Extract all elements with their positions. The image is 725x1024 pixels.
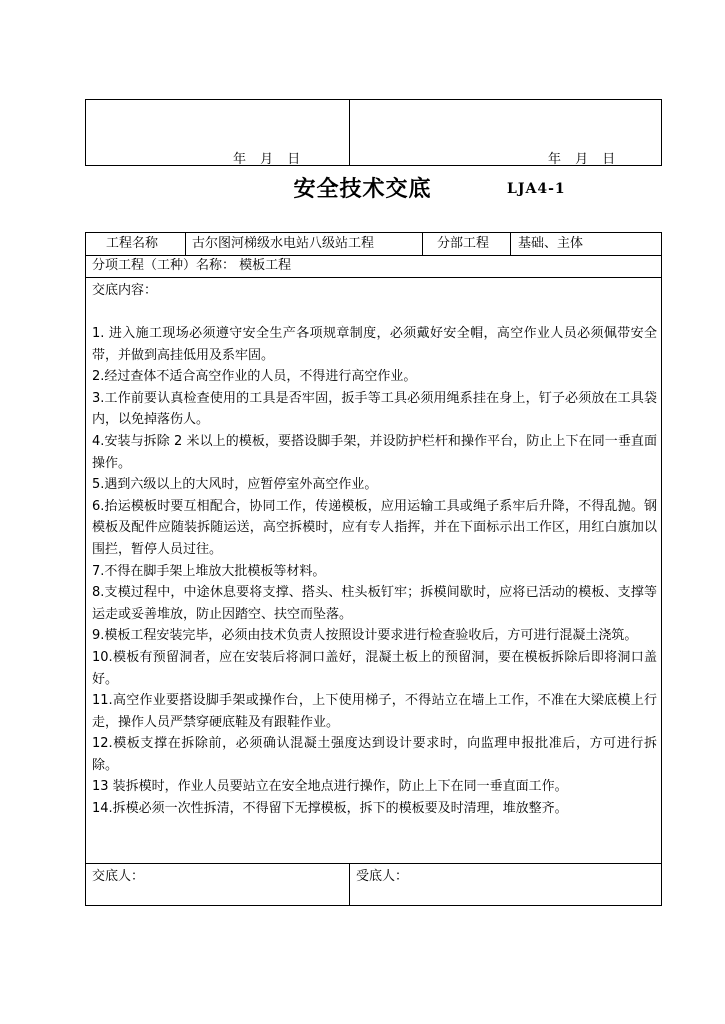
header-divider — [510, 233, 511, 255]
approval-box-divider — [349, 100, 350, 165]
signature-row — [86, 863, 661, 906]
header-row — [86, 233, 661, 256]
project-name-label: 工程名称 — [106, 236, 159, 251]
list-item: 2.经过查体不适合高空作业的人员，不得进行高空作业。 — [92, 369, 417, 385]
list-item: 14.拆模必须一次性拆清，不得留下无撑模板，拆下的模板要及时清理，堆放整齐。 — [92, 801, 568, 817]
approval-box — [85, 99, 662, 166]
signature-divider — [349, 864, 350, 906]
division-label: 分部工程 — [437, 236, 490, 251]
content-label: 交底内容： — [92, 283, 158, 298]
content-items — [92, 323, 657, 820]
document-title: 安全技术交底 — [293, 177, 432, 202]
list-item: 5.遇到六级以上的大风时，应暂停室外高空作业。 — [92, 477, 378, 493]
header-divider — [422, 233, 423, 255]
list-item: 7.不得在脚手架上堆放大批模板等材料。 — [92, 563, 326, 579]
right-date: 年 月 日 — [548, 152, 618, 167]
division-value: 基础、主体 — [518, 236, 584, 251]
list-item: 9.模板工程安装完毕，必须由技术负责人按照设计要求进行检查验收后，方可进行混凝土浇筑。 — [92, 628, 638, 644]
list-item: 6.抬运模板时要互相配合，协同工作，传递模板，应用运输工具或绳子系牢后升降，不得乱抛。钢模板及配件应随装拆随运送，高空拆模时，应有专人指挥，并在下面标示出工作区，用红白旗加以围拦，暂停人员过往。 — [92, 498, 657, 557]
subitem-row — [86, 255, 661, 278]
project-name-value: 古尔图河梯级水电站八级站工程 — [192, 236, 375, 251]
header-divider — [185, 233, 186, 255]
left-date: 年 月 日 — [233, 152, 303, 167]
giver-label: 交底人： — [92, 869, 145, 884]
list-item: 3.工作前要认真检查使用的工具是否牢固，扳手等工具必须用绳系挂在身上，钉子必须放在工具袋内，以免掉落伤人。 — [92, 390, 657, 428]
receiver-label: 受底人： — [356, 869, 409, 884]
disclosure-table — [85, 232, 662, 906]
content-section — [92, 277, 657, 820]
list-item: 10.模板有预留洞者，应在安装后将洞口盖好，混凝土板上的预留洞，要在模板拆除后即将洞口盖好。 — [92, 649, 657, 687]
list-item: 13 装拆模时，作业人员要站立在安全地点进行操作，防止上下在同一垂直面工作。 — [92, 779, 568, 795]
list-item: 4.安装与拆除 2 米以上的模板，要搭设脚手架，并设防护栏杆和操作平台，防止上下在同一垂直面操作。 — [92, 433, 657, 471]
list-item: 8.支模过程中，中途休息要将支撑、搭头、柱头板钉牢；拆模间歇时，应将已活动的模板、支撑等运走或妥善堆放，防止因踏空、扶空而坠落。 — [92, 585, 657, 622]
list-item: 12.模板支撑在拆除前，必须确认混凝土强度达到设计要求时，向监理申报批准后，方可进行拆除。 — [92, 736, 657, 773]
document-code: LJA4-1 — [507, 181, 566, 197]
subitem-line: 分项工程（工种）名称： 模板工程 — [92, 258, 292, 273]
list-item: 1. 进入施工现场必须遵守安全生产各项规章制度，必须戴好安全帽，高空作业人员必须佩带安全带，并做到高挂低用及系牢固。 — [92, 326, 657, 363]
list-item: 11.高空作业要搭设脚手架或操作台，上下使用梯子，不得站立在墙上工作，不准在大梁底模上行走，操作人员严禁穿硬底鞋及有跟鞋作业。 — [92, 693, 657, 730]
